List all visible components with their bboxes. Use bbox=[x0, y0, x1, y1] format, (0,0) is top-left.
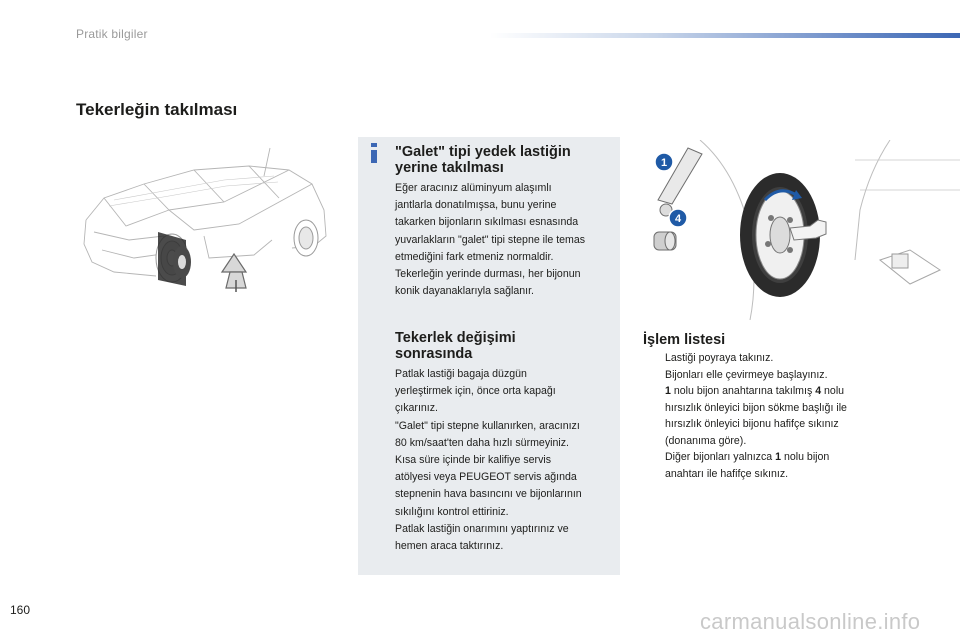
wheel-illustration bbox=[640, 140, 960, 320]
info-icon bbox=[367, 143, 381, 163]
galet-text: Eğer aracınız alüminyum alaşımlı jantlarla donatılmışsa, bunu yerine takarken bijonların sıkılması esnasında yuvarlakların "galet" tipi stepne ile temas etmediğini fark etmeniz normaldir. Tekerleğin yerinde durması, her bijonun konik dayanaklarıyla sağlanır. bbox=[395, 182, 586, 298]
marker-label-1: 1 bbox=[660, 157, 668, 169]
page-title: Tekerleğin takılması bbox=[76, 100, 238, 119]
watermark: carmanualsonline.info bbox=[700, 609, 921, 634]
galet-heading: "Galet" tipi yedek lastiğin yerine takılması bbox=[395, 144, 571, 176]
marker-label-4: 4 bbox=[674, 213, 682, 225]
list-item: Diğer bijonları yalnızca 1 nolu bijon anahtarı ile hafifçe sıkınız. bbox=[665, 451, 830, 480]
header-accent-bar bbox=[490, 33, 960, 38]
after-change-text: Patlak lastiği bagaja düzgün yerleştirmek için, önce orta kapağı çıkarınız. "Galet" tipi stepne kullanırken, aracınızı 80 km/saat'ten daha hızlı sürmeyiniz. Kısa süre içinde bir kalifiye servis atölyesi veya PEUGEOT servis ağında stepnenin hava basıncını ve bijonlarının sıkılığını kontrol ettiriniz. Patlak lastiğin onarımını yaptırınız ve hemen araca taktırınız. bbox=[395, 368, 582, 553]
operations-title: İşlem listesi bbox=[643, 332, 726, 348]
list-item: 1 nolu bijon anahtarına takılmış 4 nolu hırsızlık önleyici bijon sökme başlığı ile hırsızlık önleyici bijonu hafifçe sıkınız (donanıma göre). bbox=[665, 385, 847, 447]
car-illustration bbox=[74, 140, 344, 300]
section-label: Pratik bilgiler bbox=[76, 27, 148, 41]
operations-list bbox=[643, 350, 943, 482]
after-change-heading: Tekerlek değişimi sonrasında bbox=[395, 330, 516, 362]
page-number: 160 bbox=[10, 603, 31, 617]
list-item: Lastiği poyraya takınız. bbox=[665, 352, 774, 364]
list-item: Bijonları elle çevirmeye başlayınız. bbox=[665, 368, 828, 381]
